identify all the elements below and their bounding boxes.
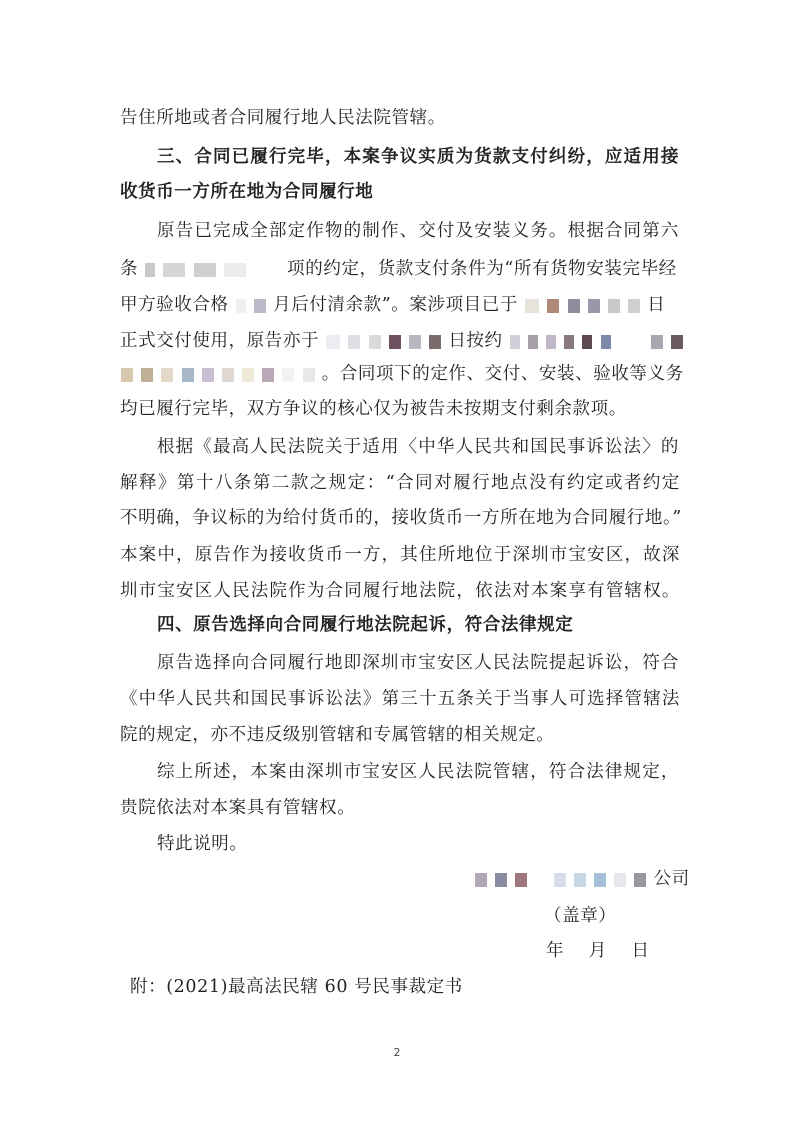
redaction-blur	[262, 368, 274, 382]
redaction-blur	[303, 368, 315, 382]
redaction-blur	[510, 335, 520, 349]
redaction-blur	[254, 299, 266, 313]
redaction-blur	[254, 263, 280, 277]
text-line: 贵院依法对本案具有管辖权。	[120, 798, 356, 818]
signature-date: 年 月 日	[546, 941, 650, 961]
redaction-blur	[495, 873, 507, 887]
redaction-blur	[634, 873, 646, 887]
text-fragment: 条	[120, 259, 139, 279]
section-heading-4: 四、原告选择向合同履行地法院起诉，符合法律规定	[157, 615, 574, 635]
redaction-blur	[601, 335, 611, 349]
text-line-redacted	[120, 250, 680, 288]
text-line: 本案中，原告作为接收货币一方，其住所地位于深圳市宝安区，故深	[120, 545, 680, 565]
redaction-blur	[475, 873, 487, 887]
redaction-blur	[429, 335, 441, 349]
text-line: 解释》第十八条第二款之规定：“合同对履行地点没有约定或者约定	[120, 473, 680, 493]
redaction-blur	[515, 873, 527, 887]
redaction-blur	[628, 299, 640, 313]
text-fragment: 甲方验收合格	[120, 295, 229, 315]
company-signature	[474, 860, 690, 898]
redaction-blur	[619, 335, 643, 349]
redaction-blur	[525, 299, 539, 313]
text-fragment: 项的约定，货款支付条件为“所有货物安装完毕经	[287, 259, 677, 279]
redaction-blur	[536, 873, 546, 887]
redaction-blur	[528, 335, 538, 349]
text-line: 告住所地或者合同履行地人民法院管辖。	[120, 108, 446, 128]
text-fragment: 日	[647, 295, 666, 315]
redaction-blur	[348, 335, 360, 349]
redaction-blur	[145, 263, 155, 277]
text-line: 《中华人民共和国民事诉讼法》第三十五条关于当事人可选择管辖法	[120, 689, 680, 709]
redaction-blur	[236, 299, 246, 313]
redaction-blur	[582, 335, 592, 349]
text-line: 圳市宝安区人民法院作为合同履行地法院，依法对本案享有管辖权。	[120, 581, 680, 601]
redaction-blur	[242, 368, 254, 382]
page-number: 2	[393, 1046, 401, 1059]
redaction-blur	[547, 299, 559, 313]
redaction-blur	[161, 368, 173, 382]
redaction-blur	[202, 368, 214, 382]
text-fragment: 日按约	[448, 331, 503, 351]
redaction-blur	[369, 335, 381, 349]
text-fragment: 。合同项下的定作、交付、安装、验收等义务	[321, 364, 684, 384]
text-line-redacted	[120, 355, 684, 393]
redaction-blur	[546, 335, 556, 349]
redaction-blur	[282, 368, 294, 382]
text-line: 原告选择向合同履行地即深圳市宝安区人民法院提起诉讼，符合	[157, 653, 679, 673]
redaction-blur	[608, 299, 620, 313]
redaction-blur	[194, 263, 216, 277]
redaction-blur	[574, 873, 586, 887]
redaction-blur	[594, 873, 606, 887]
redaction-blur	[163, 263, 185, 277]
text-fragment: 正式交付使用，原告亦于	[120, 331, 320, 351]
text-line: 综上所述，本案由深圳市宝安区人民法院管辖，符合法律规定，	[157, 762, 679, 782]
text-line-redacted	[120, 286, 680, 324]
redaction-blur	[222, 368, 234, 382]
text-line: 特此说明。	[157, 834, 248, 854]
redaction-blur	[614, 873, 626, 887]
text-line: 院的规定，亦不违反级别管辖和专属管辖的相关规定。	[120, 725, 555, 745]
text-line: 均已履行完毕，双方争议的核心仅为被告未按期支付剩余款项。	[120, 399, 627, 419]
redaction-blur	[554, 873, 566, 887]
redaction-blur	[588, 299, 600, 313]
text-line: 根据《最高人民法院关于适用〈中华人民共和国民事诉讼法〉的	[157, 437, 679, 457]
redaction-blur	[651, 335, 663, 349]
text-line: 原告已完成全部定作物的制作、交付及安装义务。根据合同第六	[157, 221, 679, 241]
seal-placeholder: （盖章）	[544, 906, 617, 926]
text-fragment: 月后付清余款”。案涉项目已于	[273, 295, 518, 315]
redaction-blur	[671, 335, 683, 349]
section-heading-3-cont: 收货币一方所在地为合同履行地	[120, 182, 374, 202]
redaction-blur	[564, 335, 574, 349]
redaction-blur	[409, 335, 421, 349]
redaction-blur	[182, 368, 194, 382]
attachment-note: 附：(2021)最高法民辖 60 号民事裁定书	[130, 977, 463, 997]
redaction-blur	[224, 263, 246, 277]
redaction-blur	[141, 368, 153, 382]
redaction-blur	[389, 335, 401, 349]
company-name-suffix: 公司	[653, 869, 690, 889]
section-heading-3: 三、合同已履行完毕，本案争议实质为货款支付纠纷，应适用接	[157, 147, 679, 167]
text-line: 不明确，争议标的为给付货币的，接收货币一方所在地为合同履行地。”	[120, 508, 682, 528]
redaction-blur	[121, 368, 133, 382]
redaction-blur	[568, 299, 580, 313]
redaction-blur	[326, 335, 340, 349]
